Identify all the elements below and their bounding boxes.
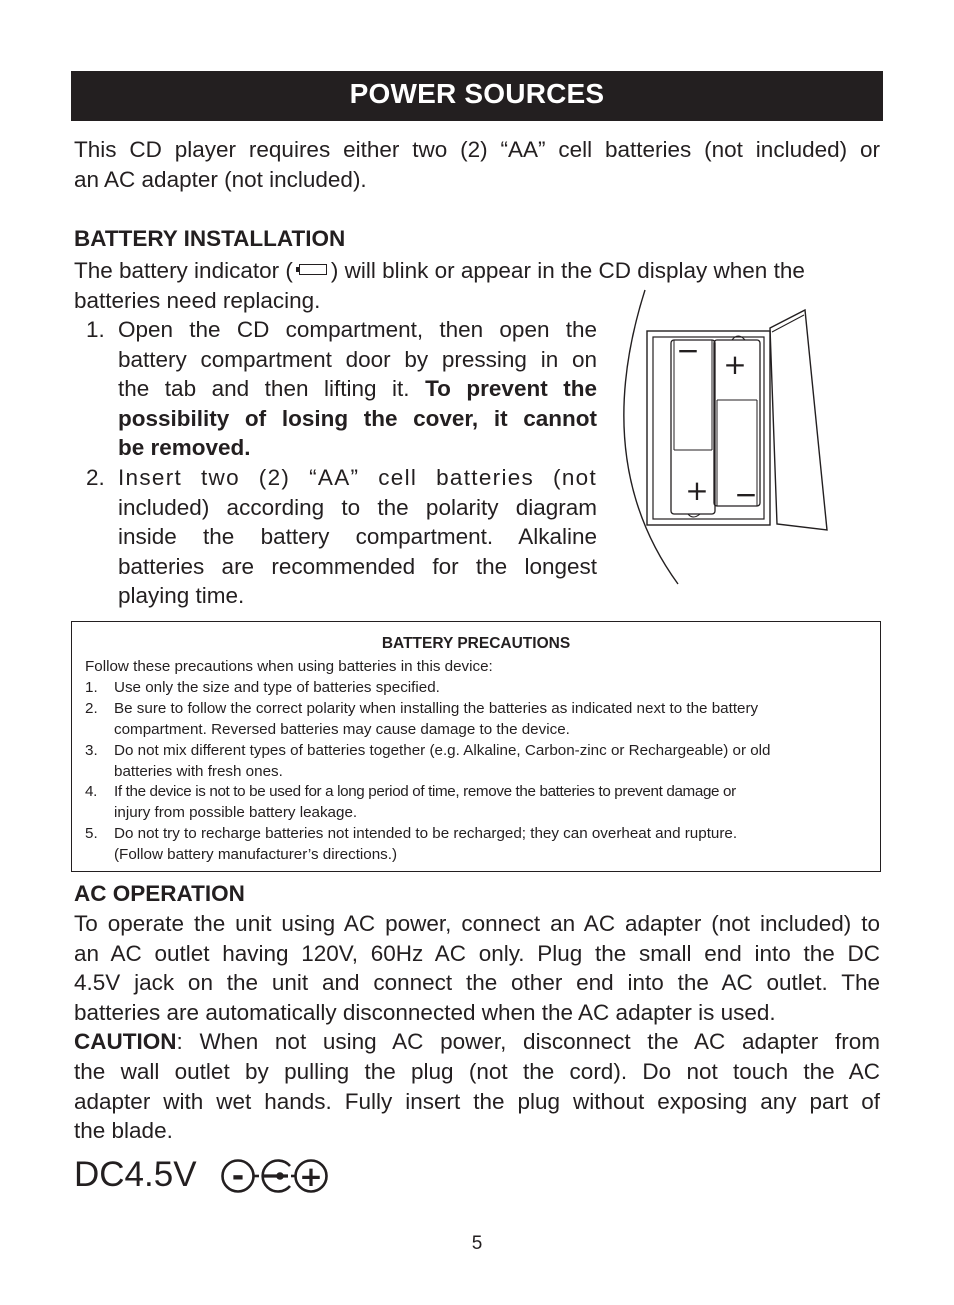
step-2-text [118,463,597,611]
step-line [118,374,597,404]
precaution-item [85,741,875,783]
indicator-text-after: ) will blink or appear in the CD display when the [330,258,805,283]
precaution-number: 3. [85,742,98,759]
indicator-line-2: batteries need replacing. [74,287,321,313]
caution-line: adapter with wet hands. Fully insert the plug without exposing any part of [74,1088,880,1114]
precaution-line: (Follow battery manufacturer’s directions.) [114,845,398,863]
precautions-title: BATTERY PRECAUTIONS [381,635,571,652]
ac-operation-paragraph [74,909,880,1146]
precaution-number: 4. [85,783,97,800]
plus-symbol: + [723,348,747,381]
page-number: 5 [471,1233,483,1254]
caution-label: CAUTION [74,1029,177,1055]
battery-indicator-icon [299,264,327,275]
precaution-line: Be sure to follow the correct polarity when installing the batteries as indicated next to the battery [114,700,759,717]
plus-symbol: + [685,474,709,507]
ac-line: an AC outlet having 120V, 60Hz AC only. Plug the small end into the DC [74,940,880,966]
dc-voltage-label: DC4.5V [74,1155,197,1194]
precaution-line: compartment. Reversed batteries may cause damage to the device. [114,720,570,738]
step-number: 2. [86,465,105,490]
step-line-bold: possibility of losing the cover, it cannot [118,405,597,431]
minus-symbol: − [734,478,758,511]
precaution-line: batteries with fresh ones. [114,762,283,780]
step-line: inside the battery compartment. Alkaline [118,524,597,550]
precaution-item [85,782,875,824]
precaution-item [85,824,875,866]
precaution-line: If the device is not to be used for a long period of time, remove the batteries to prevent damage or [114,783,736,800]
battery-polarity-diagram [610,288,840,588]
step-number: 1. [86,317,105,342]
intro-line: This CD player requires either two (2) “AA” cell batteries (not included) or [74,137,880,162]
precaution-item [85,699,875,741]
step-line: playing time. [118,583,245,609]
step-line-bold: To prevent the [425,376,597,402]
step-line-bold: be removed. [118,435,251,461]
step-line: included) according to the polarity diagram [118,494,597,520]
caution-line [74,1027,880,1057]
step-line-plain: the tab and then lifting it. [118,376,426,402]
ac-line: To operate the unit using AC power, connect an AC adapter (not included) to [74,911,880,936]
precaution-number: 5. [85,825,98,842]
page-title: POWER SOURCES [349,78,605,109]
indicator-line [74,256,886,286]
intro-paragraph [74,135,880,194]
step-line: battery compartment door by pressing in on [118,346,597,372]
precautions-intro: Follow these precautions when using batteries in this device: [85,658,493,675]
ac-line: batteries are automatically disconnected when the AC adapter is used. [74,999,776,1025]
dc-minus-sign: - [231,1159,245,1194]
dc-polarity-icon [218,1157,330,1195]
caution-line: the wall outlet by pulling the plug (not the cord). Do not touch the AC [74,1058,880,1084]
step-1-text [118,315,597,463]
ac-line: 4.5V jack on the unit and connect the other end into the AC outlet. The [74,970,880,996]
dc-plus-sign: + [299,1160,323,1193]
curve-line [624,290,678,584]
indicator-text-before: The battery indicator ( [74,258,293,283]
precaution-line: Use only the size and type of batteries specified. [114,679,440,696]
step-line: batteries are recommended for the longest [118,553,597,579]
compartment-door [770,310,827,530]
precaution-line: Do not mix different types of batteries together (e.g. Alkaline, Carbon-zinc or Rechargeable) or old [114,742,771,759]
caution-text: : When not using AC power, disconnect the AC adapter from [176,1029,880,1055]
step-line: Open the CD compartment, then open the [118,317,597,342]
precaution-line: injury from possible battery leakage. [114,803,358,821]
precaution-number: 1. [85,679,98,696]
intro-line: an AC adapter (not included). [74,166,367,192]
caution-line: the blade. [74,1118,173,1144]
precaution-number: 2. [85,700,98,717]
ac-operation-heading: AC OPERATION [74,881,245,906]
minus-symbol: − [676,334,700,367]
precaution-item [85,678,875,699]
precaution-line: Do not try to recharge batteries not intended to be recharged; they can overheat and rupture. [114,825,738,842]
section-title-banner [71,71,883,121]
battery-precautions-box [71,621,881,872]
step-line: Insert two (2) “AA” cell batteries (not [118,465,597,490]
battery-installation-heading: BATTERY INSTALLATION [74,226,346,251]
